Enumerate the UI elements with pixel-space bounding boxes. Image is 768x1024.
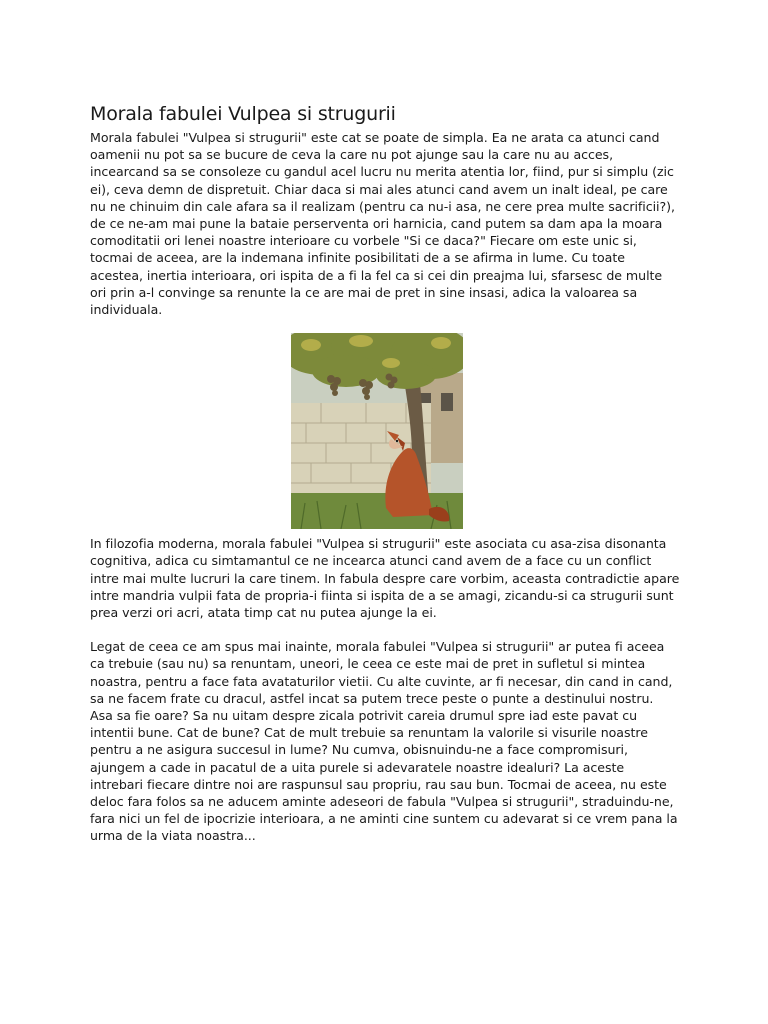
house-window [441,393,453,411]
document-title: Morala fabulei Vulpea si strugurii [90,103,396,125]
paragraph-modern-philosophy: In filozofia moderna, morala fabulei "Vulpea si strugurii" este asociata cu asa-zisa disonanta cognitiva, adica cu simtamantul ce ne incearca atunci cand avem de a face cu un conflict intre mai multe lucruri la care tinem. In fabula despre care vorbim, aceasta contradictie apare intre mandria vulpii fata de propria-i fiinta si ispita de a se amagi, zicandu-si ca strugurii sunt prea verzi ori acri, atata timp cat nu putea ajunge la ei. [90,536,680,621]
paragraph-intro: Morala fabulei "Vulpea si strugurii" este cat se poate de simpla. Ea ne arata ca atunci cand oamenii nu pot sa se bucure de ceva la care nu pot ajunge sau la care nu au acces, incearcand sa se consoleze cu gandul acel lucru nu merita atentia lor, fiind, pur si simplu (zic ei), ceva demn de dispretuit. Chiar daca si mai ales atunci cand avem un inalt ideal, pe care nu ne chinuim din cale afara sa il realizam (pentru ca nu-i asa, ne cere prea multe sacrificii?), de ce ne-am mai pune la bataie perserventa ori harnicia, cand putem sa dam apa la moara comoditatii ori lenei noastre interioare cu vorbele "Si ce daca?" Fiecare om este unic si, tocmai de aceea, are la indemana infinite posibilitati de a se afirma in lume. Cu toate acestea, inertia interioara, ori ispita de a fi la fel ca si cei din preajma lui, sfarsesc de multe ori prin a-l convinge sa renunte la ce are mai de pret in sine insasi, adica la valoarea sa individuala. [90,130,675,318]
fox-and-grapes-illustration [291,333,463,529]
paragraph-conclusion: Legat de ceea ce am spus mai inainte, morala fabulei "Vulpea si strugurii" ar putea fi aceea ca trebuie (sau nu) sa renuntam, uneori, le ceea ce este mai de pret in sufletul si mintea noastra, pentru a face fata avataturilor vietii. Cu alte cuvinte, ar fi necesar, din cand in cand, sa ne facem frate cu dracul, astfel incat sa putem trece peste o punte a destinului nostru. Asa sa fie oare? Sa nu uitam despre zicala potrivit careia drumul spre iad este pavat cu intentii bune. Cat de bune? Cat de mult trebuie sa renuntam la valorile si visurile noastre pentru a ne asigura succesul in lume? Nu cumva, obisnuindu-ne a face compromisuri, ajungem a cade in pacatul de a uita purele si adevaratele noastre idealuri? La aceste intrebari fiecare dintre noi are raspunsul sau propriu, rau sau bun. Tocmai de aceea, nu este deloc fara folos sa ne aducem aminte adeseori de fabula "Vulpea si strugurii", straduindu-ne, fara nici un fel de ipocrizie interioara, a ne aminti cine suntem cu adevarat si ce vrem pana la urma de la viata noastra... [90,639,678,844]
illustration-svg [291,333,463,529]
document-page [90,101,680,845]
